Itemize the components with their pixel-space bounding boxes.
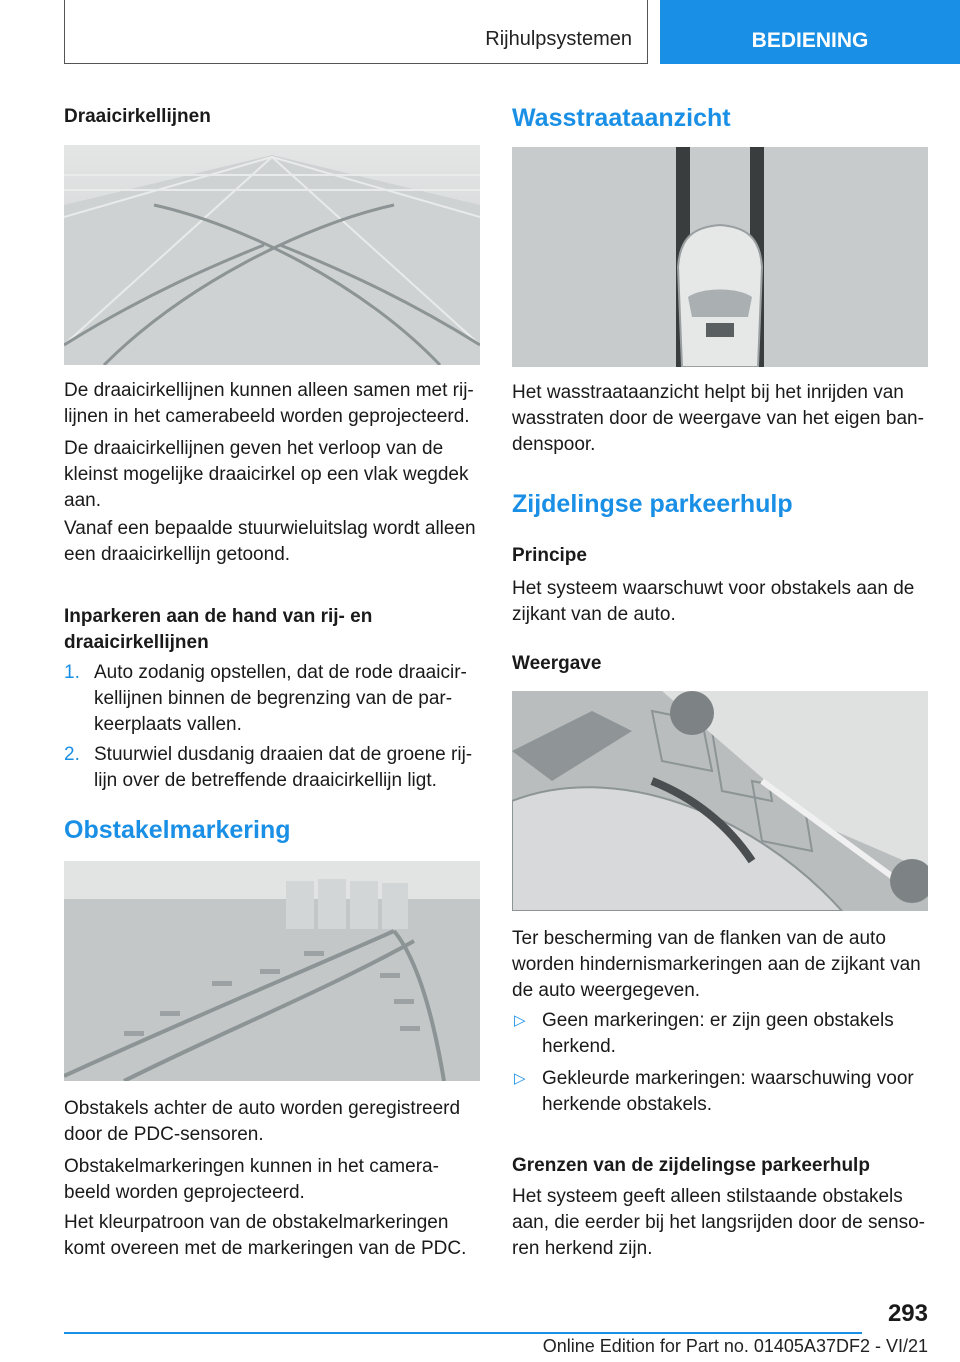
turning-lines-figure	[64, 145, 480, 365]
car-wash-figure	[512, 147, 928, 367]
step-number: 2.	[64, 744, 80, 765]
step-text: Auto zodanig opstellen, dat de rode draaicir-kellijnen binnen de begrenzing van de par-keerplaats vallen.	[94, 662, 467, 735]
triangle-icon: ▷	[514, 1012, 526, 1029]
page-number: 293	[887, 1300, 928, 1327]
triangle-icon: ▷	[514, 1070, 526, 1087]
heading-side-parking-assist: Zijdelingse parkeerhulp	[512, 490, 793, 518]
obstacle-marking-figure	[64, 861, 480, 1081]
footer-divider	[64, 1332, 862, 1334]
heading-principle: Principe	[512, 545, 587, 566]
limits-paragraph: Het systeem geeft alleen stilstaande obstakels aan, die eerder bij het langsrijden door de senso-ren herkend zijn.	[512, 1186, 925, 1259]
turning-lines-paragraph-3: Vanaf een bepaalde stuurwieluitslag wordt alleen een draaicirkellijn getoond.	[64, 518, 476, 565]
bullet-text: Geen markeringen: er zijn geen obstakels herkend.	[542, 1010, 894, 1057]
heading-parking: Inparkeren aan de hand van rij- en draaicirkellijnen	[64, 606, 373, 653]
display-paragraph: Ter bescherming van de flanken van de auto worden hindernismarkeringen aan de zijkant van de auto weergegeven.	[512, 928, 921, 1001]
step-1	[64, 660, 480, 738]
chapter-tab: BEDIENING	[660, 0, 960, 64]
step-text: Stuurwiel dusdanig draaien dat de groene rij-lijn over de betreffende draaicirkellijn ligt.	[94, 744, 473, 791]
bullet-text: Gekleurde markeringen: waarschuwing voor herkende obstakels.	[542, 1068, 914, 1115]
heading-obstacle-marking: Obstakelmarkering	[64, 816, 291, 844]
turning-lines-paragraph-1: De draaicirkellijnen kunnen alleen samen met rij-lijnen in het camerabeeld worden geprojecteerd.	[64, 380, 474, 427]
heading-turning-lines: Draaicirkellijnen	[64, 106, 211, 127]
obstacle-paragraph-3: Het kleurpatroon van de obstakelmarkeringen komt overeen met de markeringen van de PDC.	[64, 1212, 467, 1259]
heading-limits: Grenzen van de zijdelingse parkeerhulp	[512, 1155, 870, 1176]
bullet-colored-markings	[512, 1066, 928, 1118]
heading-car-wash-view: Wasstraataanzicht	[512, 104, 731, 132]
turning-lines-paragraph-2: De draaicirkellijnen geven het verloop van de kleinst mogelijke draaicirkel op een vlak wegdek aan.	[64, 438, 469, 511]
section-title: Rijhulpsystemen	[485, 28, 632, 50]
obstacle-paragraph-2: Obstakelmarkeringen kunnen in het camera-beeld worden geprojecteerd.	[64, 1156, 439, 1203]
bullet-no-markings	[512, 1008, 928, 1060]
step-2	[64, 742, 480, 794]
edition-info: Online Edition for Part no. 01405A37DF2 - VI/21	[542, 1336, 928, 1356]
obstacle-paragraph-1: Obstakels achter de auto worden geregistreerd door de PDC-sensoren.	[64, 1098, 461, 1145]
heading-display: Weergave	[512, 653, 602, 674]
side-parking-figure	[512, 691, 928, 911]
principle-paragraph: Het systeem waarschuwt voor obstakels aan de zijkant van de auto.	[512, 578, 915, 625]
car-wash-paragraph: Het wasstraataanzicht helpt bij het inrijden van wasstraten door de weergave van het eigen ban-denspoor.	[512, 382, 924, 455]
step-number: 1.	[64, 662, 80, 683]
